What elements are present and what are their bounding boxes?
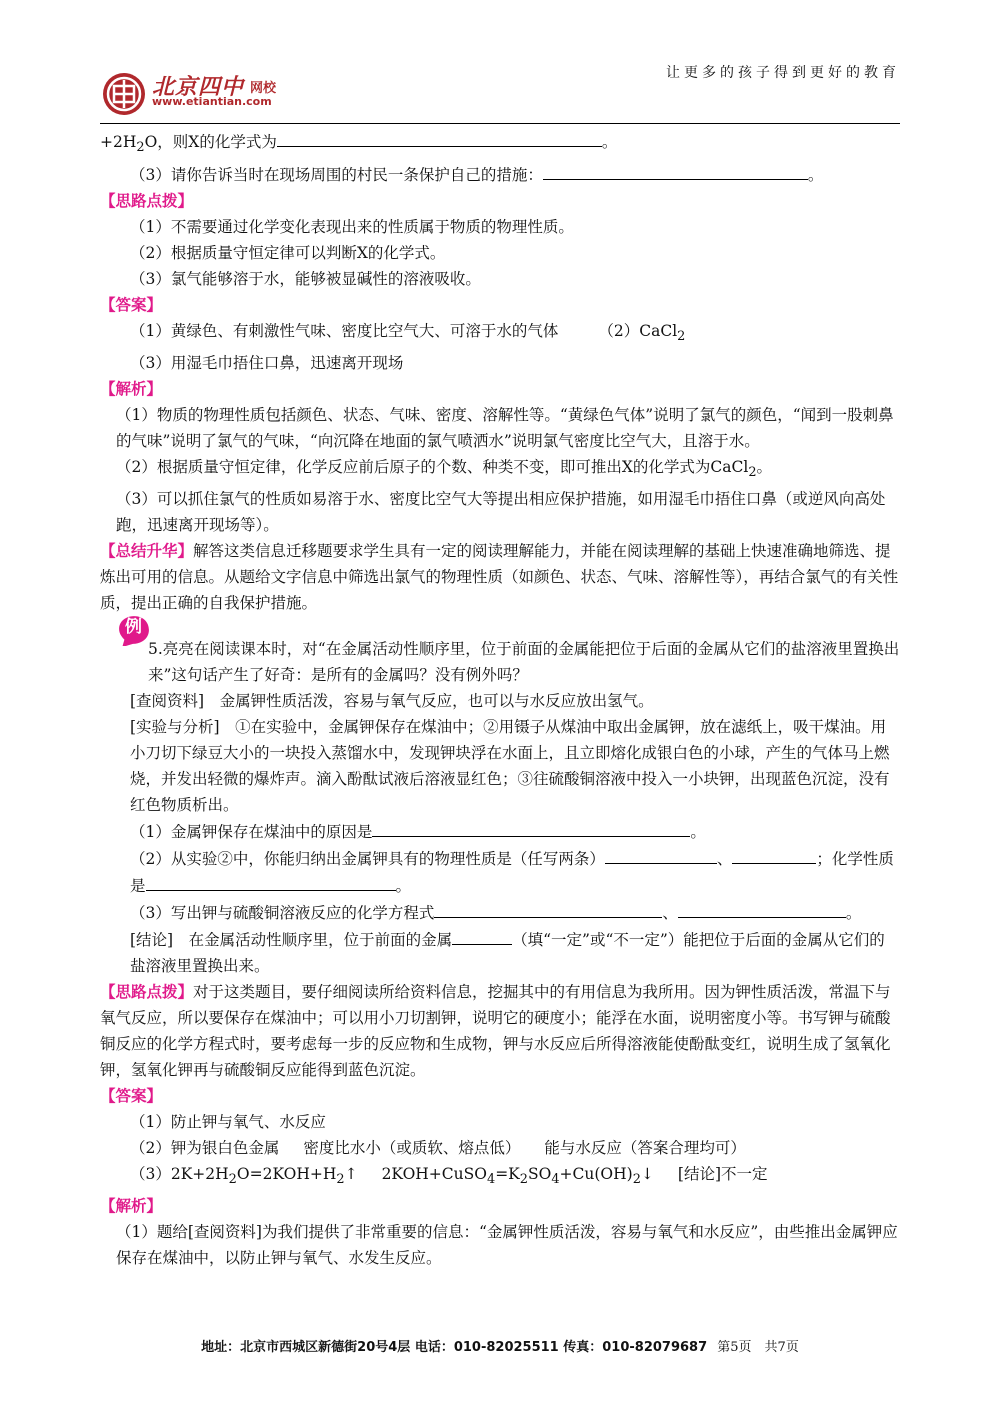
hint-label: 【思路点拨】: [100, 191, 194, 211]
q4-tail-line2: （3）请你告诉当时在现场周围的村民一条保护自己的措施： 。: [100, 161, 900, 188]
answer-line: （1）防止钾与氧气、水反应: [130, 1113, 326, 1132]
example-reference: [查阅资料] 金属钾性质活泼，容易与氧气反应，也可以与水反应放出氢气。: [130, 692, 654, 711]
page-footer: [0, 1336, 1000, 1355]
example-5: [100, 617, 900, 979]
logo-url: www.etiantian.com: [152, 95, 272, 108]
example-conclusion: [结论] 在金属活动性顺序里，位于前面的金属 （填“一定”或“不一定”）能把位于后面的金属从它们的盐溶液里置换出来。: [100, 926, 900, 979]
hint-label: 【思路点拨】: [100, 982, 194, 1002]
example-experiment: [实验与分析] ①在实验中，金属钾保存在煤油中；②用镊子从煤油中取出金属钾，放在滤纸上，吸干煤油。用小刀切下绿豆大小的一块投入蒸馏水中，发现钾块浮在水面上，且立即熔化成银白色的小球，产生的气体马上燃烧，并发出轻微的爆炸声。滴入酚酞试液后溶液显红色；③往硫酸铜溶液中投入一小块钾，出现蓝色沉淀，没有红色物质析出。: [130, 718, 890, 815]
answer-line: （3）用湿毛巾捂住口鼻，迅速离开现场: [130, 354, 404, 373]
answer-blank[interactable]: [277, 128, 602, 147]
example-badge-text: 例: [125, 617, 142, 638]
answer-blank[interactable]: [732, 845, 816, 864]
document-body: [100, 128, 900, 1271]
analysis-paragraph: （3）可以抓住氯气的性质如易溶于水、密度比空气大等提出相应保护措施，如用湿毛巾捂住口鼻（或逆风向高处跑，迅速离开现场等）。: [116, 490, 886, 535]
answer-blank[interactable]: [605, 845, 717, 864]
hint-item: （3）氯气能够溶于水，能够被显碱性的溶液吸收。: [130, 270, 481, 289]
answer-blank[interactable]: [372, 818, 690, 837]
hint-item: （2）根据质量守恒定律可以判断X的化学式。: [130, 244, 446, 263]
page-header: [100, 58, 900, 124]
answer-label: 【答案】: [100, 295, 163, 315]
analysis-label: 【解析】: [100, 379, 163, 399]
answer-blank[interactable]: [434, 899, 662, 918]
answer-line: $(3)2K+2H_2O=2KOH+H_2↑$ $2KOH+CuSO_4=K_2SO_4+Cu(OH)_2↓$ [结论]不一定: [130, 1165, 768, 1188]
footer-page-number: 第5页 共7页: [717, 1340, 799, 1355]
analysis-paragraph: （2）根据质量守恒定律，化学反应前后原子的个数、种类不变，即可推出X的化学式为CaCl$_2$。: [116, 458, 773, 481]
hint-paragraph: 【思路点拨】对于这类题目，要仔细阅读所给资料信息，挖掘其中的有用信息为我所用。因为钾性质活泼，常温下与氧气反应，所以要保存在煤油中；可以用小刀切割钾，说明它的硬度小；能浮在水面，说明密度小等。书写钾与硫酸铜反应的化学方程式时，要考虑每一步的反应物和生成物，钾与水反应后所得溶液能使酚酞变红，说明生成了氢氧化钾，氢氧化钾再与硫酸铜反应能得到蓝色沉淀。: [100, 982, 891, 1080]
summary-label: 【总结升华】: [100, 541, 194, 561]
logo-suffix: 网校: [250, 81, 277, 96]
analysis-paragraph: （1）题给[查阅资料]为我们提供了非常重要的信息：“金属钾性质活泼，容易与氧气和水反应”，由些推出金属钾应保存在煤油中，以防止钾与氧气、水发生反应。: [116, 1223, 898, 1268]
footer-address: 地址：北京市西城区新德街20号4层 电话：010-82025511 传真：010-82079687: [201, 1340, 708, 1355]
answer-blank[interactable]: [678, 899, 846, 918]
answer-label: 【答案】: [100, 1086, 163, 1106]
answer-blank[interactable]: [146, 872, 396, 891]
logo-name: 北京四中: [152, 75, 245, 100]
answer-blank[interactable]: [452, 926, 512, 945]
summary-paragraph: 【总结升华】解答这类信息迁移题要求学生具有一定的阅读理解能力，并能在阅读理解的基础上快速准确地筛选、提炼出可用的信息。从题给文字信息中筛选出氯气的物理性质（如颜色、状态、气味、溶解性等），再结合氯气的有关性质，提出正确的自我保护措施。: [100, 541, 899, 613]
answer-blank[interactable]: [543, 161, 808, 180]
example-question-1: （1）金属钾保存在煤油中的原因是 。: [100, 818, 900, 845]
header-slogan: 让更多的孩子得到更好的教育: [666, 65, 900, 81]
example-question-3: （3）写出钾与硫酸铜溶液反应的化学方程式 、 。: [100, 899, 900, 926]
analysis-paragraph: （1）物质的物理性质包括颜色、状态、气味、密度、溶解性等。“黄绿色气体”说明了氯气的颜色，“闻到一股刺鼻的气味”说明了氯气的气味，“向沉降在地面的氯气喷洒水”说明氯气密度比空气大，且溶于水。: [116, 406, 894, 451]
answer-line: （1）黄绿色、有刺激性气味、密度比空气大、可溶于水的气体 （2）CaCl$_2$: [130, 322, 686, 345]
example-question-2: （2）从实验②中，你能归纳出金属钾具有的物理性质是（任写两条） 、 ；化学性质是 。: [100, 845, 900, 899]
q4-tail-line1: $+2H_2O$，则X的化学式为 。: [100, 128, 900, 161]
header-divider: [100, 123, 900, 124]
hint-item: （1）不需要通过化学变化表现出来的性质属于物质的物理性质。: [130, 218, 574, 237]
example-intro: 5.亮亮在阅读课本时，对“在金属活动性顺序里，位于前面的金属能把位于后面的金属从它们的盐溶液里置换出来”这句话产生了好奇：是所有的金属吗？没有例外吗？: [148, 640, 900, 685]
analysis-label: 【解析】: [100, 1196, 163, 1216]
answer-line: （2）钾为银白色金属 密度比水小（或质软、熔点低） 能与水反应（答案合理均可）: [130, 1139, 746, 1158]
